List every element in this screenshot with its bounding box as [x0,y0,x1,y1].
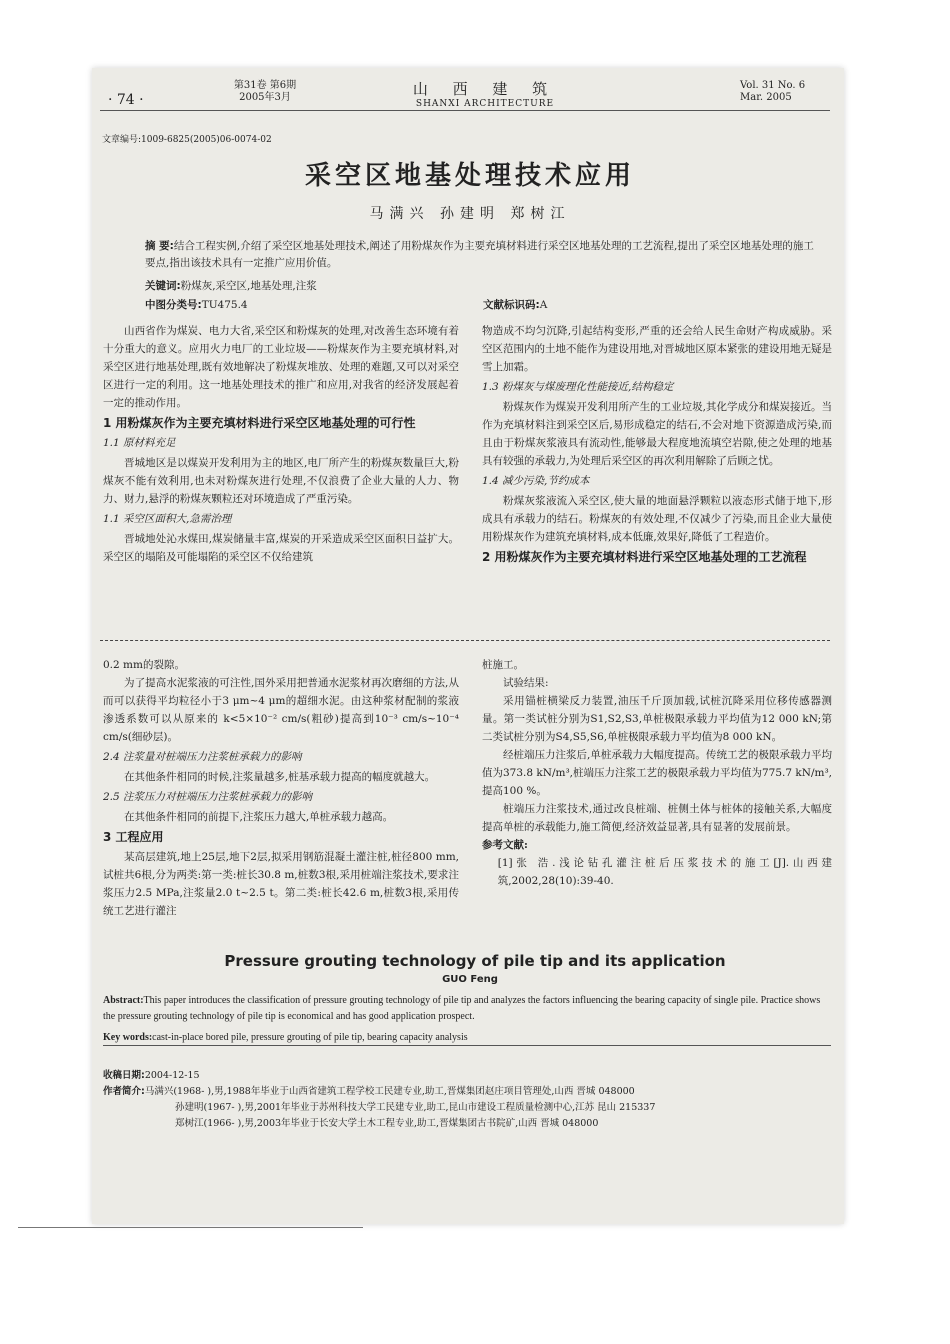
author-bio [103,1084,831,1100]
volume-en: Vol. 31 No. 6 [740,80,806,91]
paragraph: 在其他条件相同的时候,注浆量越多,桩基承载力提高的幅度就越大。 [124,771,436,783]
document-code [483,297,547,312]
date-cn: 2005年3月 [239,92,291,103]
english-abstract-text: This paper introduces the classification of pressure grouting technology of pile tip and analyzes the factors influencing the bearing capacity of single pile. Practice shows the pressure grouting technology of pile tip is economical and has good application prospect. [103,995,821,1022]
bio-3: 郑树江(1966- ),男,2003年毕业于长安大学土木工程专业,助工,晋煤集团古书院矿,山西 晋城 048000 [175,1118,599,1129]
article-number: 文章编号:1009-6825(2005)06-0074-02 [102,135,272,145]
section-heading-1: 1 用粉煤灰作为主要充填材料进行采空区地基处理的可行性 [103,416,416,430]
footnote [103,1068,831,1132]
article-title: 采空区地基处理技术应用 [304,161,635,191]
paragraph: 经桩端压力注浆后,单桩承载力大幅度提高。传统工艺的极限承载力平均值为373.8 kN/m³,桩端压力注浆工艺的极限承载力平均值为775.7 kN/m³,提高100 %。 [482,749,832,797]
clc-number [145,297,248,312]
doc-code-label: 文献标识码: [483,299,540,311]
abstract-text: 结合工程实例,介绍了采空区地基处理技术,阐述了用粉煤灰作为主要充填材料进行采空区地基处理的工艺流程,提出了采空区地基处理的施工要点,指出该技术具有一定推广应用价值。 [145,240,814,269]
english-keywords [103,1032,831,1046]
subsection-heading-2-5: 2.5 注浆压力对桩端压力注浆桩承载力的影响 [103,791,313,803]
column-3 [103,656,459,920]
abstract [145,238,815,272]
bio-label: 作者简介: [103,1086,145,1097]
received-value: 2004-12-15 [144,1070,200,1081]
section-heading-2: 2 用粉煤灰作为主要充填材料进行采空区地基处理的工艺流程 [482,550,807,564]
keywords-label: 关键词: [145,280,181,292]
paragraph: 0.2 mm的裂隙。 [103,659,185,671]
paragraph: 采用锚桩横梁反力装置,油压千斤顶加载,试桩沉降采用位移传感器测量。第一类试桩分别为S1,S2,S3,单桩极限承载力平均值为12 000 kN;第二类试桩分别为S4,S5,S6,单桩极限承载力平均值为8 000 kN。 [482,695,832,743]
column-1 [103,322,459,566]
english-keywords-label: Key words: [103,1032,153,1043]
journal-name [400,78,570,109]
abstract-label: 摘 要: [145,240,174,252]
paragraph: 粉煤灰作为煤炭开发利用所产生的工业垃圾,其化学成分和煤炭接近。当作为充填材料注到采空区后,易形成稳定的结石,不会对地下资源造成污染,而且由于粉煤灰浆液具有流动性,能够最大程度地流填空岩隙,使之处理的地基具有较强的承载力,为处理后采空区的再次利用解除了后顾之忧。 [482,401,832,467]
header-rule [100,110,830,111]
paragraph: 晋城地处沁水煤田,煤炭储量丰富,煤炭的开采造成采空区面积日益扩大。采空区的塌陷及可能塌陷的采空区不仅给建筑 [103,533,459,563]
paragraph: 粉煤灰浆液流入采空区,使大量的地面悬浮颗粒以液态形式储于地下,形成具有承载力的结石。粉煤灰的有效处理,不仅减少了污染,而且企业大量使用粉煤灰作为建筑充填材料,成本低廉,效果好,降低了工程造价。 [482,495,832,543]
reference-item: [1]张 浩.浅论钻孔灌注桩后压浆技术的施工[J].山西建筑,2002,28(10):39-40. [497,857,832,887]
subsection-heading-1-1: 1.1 原材料充足 [103,437,176,449]
volume-cn: 第31卷 第6期 [233,80,297,91]
paragraph: 试验结果: [503,677,549,689]
section-heading-3: 3 工程应用 [103,830,164,844]
column-4 [482,656,832,890]
clc-label: 中图分类号: [145,299,202,311]
bio-2: 孙建明(1967- ),男,2001年毕业于苏州科技大学工民建专业,助工,昆山市建设工程质量检测中心,江苏 昆山 215337 [175,1102,656,1113]
english-abstract [103,993,831,1025]
paragraph: 物造成不均匀沉降,引起结构变形,严重的还会给人民生命财产构成威胁。采空区范围内的土地不能作为建设用地,对晋城地区原本紧张的建设用地无疑是雪上加霜。 [482,325,832,373]
issue-info-en [740,80,820,104]
clc-value: TU475.4 [201,299,248,311]
english-author: GUO Feng [442,974,498,985]
subsection-heading-1-2: 1.1 采空区面积大,急需治理 [103,513,232,525]
subsection-heading-2-4: 2.4 注浆量对桩端压力注浆桩承载力的影响 [103,751,302,763]
page-split-rule [100,640,830,641]
paragraph: 山西省作为煤炭、电力大省,采空区和粉煤灰的处理,对改善生态环境有着十分重大的意义。应用火力电厂的工业垃圾——粉煤灰作为主要充填材料,对采空区进行地基处理,既有效地解决了粉煤灰堆放、处理的难题,又可以对采空区进行一定的利用。这一地基处理技术的推广和应用,对我省的经济发展起着一定的推动作用。 [103,325,459,409]
keywords [145,278,317,293]
bottom-rule [18,1227,363,1228]
paragraph: 晋城地区是以煤炭开发利用为主的地区,电厂所产生的粉煤灰数量巨大,粉煤灰不能有效利用,也未对粉煤灰进行处理,不仅浪费了企业大量的人力、物力、财力,悬浮的粉煤灰颗粒还对环境造成了严重污染。 [103,457,459,505]
english-keywords-text: cast-in-place bored pile, pressure grouting of pile tip, bearing capacity analysis [152,1032,468,1043]
issue-info-cn [220,80,310,104]
keywords-text: 粉煤灰,采空区,地基处理,注浆 [180,280,317,292]
journal-name-cn: 山 西 建 筑 [412,80,558,98]
journal-name-en: SHANXI ARCHITECTURE [415,99,555,109]
doc-code-value: A [539,299,548,311]
references-label: 参考文献: [482,839,528,851]
subsection-heading-1-4: 1.4 减少污染,节约成本 [482,475,590,487]
authors: 马满兴 孙建明 郑树江 [369,206,571,222]
date-en: Mar. 2005 [740,92,792,103]
paragraph: 为了提高水泥浆液的可注性,国外采用把普通水泥浆材再次磨细的方法,从而可以获得平均粒径小于3 μm~4 μm的超细水泥。由这种浆材配制的浆液渗透系数可以从原来的 k<5×10⁻² cm/s(粗砂)提高到10⁻³ cm/s~10⁻⁴ cm/s(细砂层)。 [103,677,459,743]
english-abstract-label: Abstract: [103,995,144,1006]
paragraph: 某高层建筑,地上25层,地下2层,拟采用钢筋混凝土灌注桩,桩径800 mm,试桩共6根,分为两类:第一类:桩长30.8 m,桩数3根,采用桩端注浆技术,要求注浆压力2.5 MPa,注浆量2.0 t~2.5 t。第二类:桩长42.6 m,桩数3根,采用传统工艺进行灌注 [103,851,459,917]
received-label: 收稿日期: [103,1070,145,1081]
subsection-heading-1-3: 1.3 粉煤灰与煤废理化性能接近,结构稳定 [482,381,674,393]
english-title: Pressure grouting technology of pile tip and its application [224,952,726,970]
paragraph: 在其他条件相同的前提下,注浆压力越大,单桩承载力越高。 [124,811,394,823]
paragraph: 桩施工。 [482,659,524,671]
received-date [103,1068,831,1084]
page-number: · 74 · [108,92,144,108]
bio-1: 马满兴(1968- ),男,1988年毕业于山西省建筑工程学校工民建专业,助工,晋煤集团赵庄项目管理处,山西 晋城 048000 [144,1086,635,1097]
column-2 [482,322,832,568]
paragraph: 桩端压力注浆技术,通过改良桩端、桩侧土体与桩体的接触关系,大幅度提高单桩的承载能力,施工简便,经济效益显著,具有显著的发展前景。 [482,803,832,833]
